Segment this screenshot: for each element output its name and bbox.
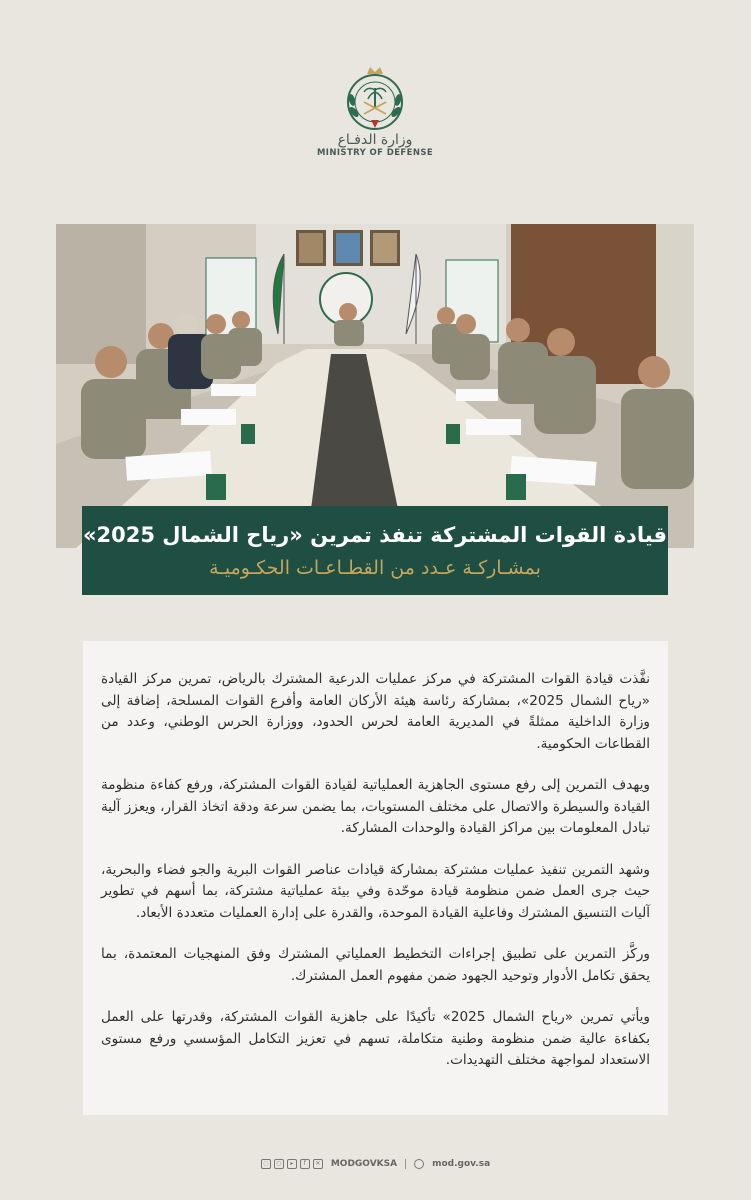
instagram-icon[interactable]: ○ [274, 1159, 284, 1169]
footer-divider [405, 1159, 406, 1169]
article-card [83, 641, 668, 1115]
logo-arabic-text: وزارة الدفـاع [337, 132, 413, 148]
social-icons [261, 1159, 323, 1169]
article-paragraph: نفَّذت قيادة القوات المشتركة في مركز عمليات الدرعية المشترك بالرياض، تمرين مركز القيادة «رياح الشمال 2025»، بمشاركة رئاسة هيئة الأركان العامة وأفرع القوات المسلحة، إضافة إلى وزارة الداخلية ممثلةً في المديرية العامة لحرس الحدود، ووزارة الحرس الوطني، وعدد من القطاعات الحكومية. [101, 671, 650, 752]
article-paragraph: وشهد التمرين تنفيذ عمليات مشتركة بمشاركة قيادات عناصر القوات البرية والجو فضاء والبحرية، حيث جرى العمل ضمن منظومة قيادة موحّدة وفي بيئة عملياتية مشتركة، بما أسهم في تطوير آليات التنسيق المشترك وفاعلية القيادة الموحدة، والقدرة على إدارة العمليات متعددة الأبعاد. [101, 861, 650, 921]
ministry-emblem-icon [340, 62, 410, 134]
article-paragraph: وركَّز التمرين على تطبيق إجراءات التخطيط العملياتي المشترك وفق المنهجيات المعتمدة، بما يحقق تكامل الأدوار وتوحيد الجهود ضمن مفهوم العمل المشترك. [101, 946, 650, 984]
headline-banner [82, 506, 668, 595]
ministry-logo [315, 62, 435, 172]
snapchat-icon[interactable]: ◌ [261, 1159, 271, 1169]
social-handle[interactable]: MODGOVKSA [330, 1159, 398, 1169]
headline-subtitle: بمشـاركـة عـدد من القطـاعـات الحكـوميـة [209, 557, 541, 579]
website-link[interactable]: mod.gov.sa [432, 1159, 491, 1169]
facebook-icon[interactable]: f [300, 1159, 310, 1169]
article-paragraph: ويهدف التمرين إلى رفع مستوى الجاهزية العملياتية لقيادة القوات المشتركة، ورفع كفاءة منظومة القيادة والسيطرة والاتصال على مختلف المستويات، بما يضمن سرعة ودقة اتخاذ القرار، ويعزز آلية تبادل المعلومات بين مراكز القيادة والوحدات المشاركة. [101, 777, 650, 836]
article-paragraph: ويأتي تمرين «رياح الشمال 2025» تأكيدًا على جاهزية القوات المشتركة، وقدرتها على العمل بكفاءة عالية ضمن منظومة وطنية متكاملة، تسهم في تعزيز التكامل المؤسسي ورفع مستوى الاستعداد لمواجهة مختلف التهديدات. [101, 1009, 650, 1068]
globe-icon [414, 1159, 424, 1169]
headline-title: قيادة القوات المشتركة تنفذ تمرين «رياح الشمال 2025» [82, 523, 668, 547]
logo-english-text: MINISTRY OF DEFENSE [316, 148, 434, 158]
footer [0, 1154, 751, 1174]
youtube-icon[interactable]: ▸ [287, 1159, 297, 1169]
article-body [83, 641, 668, 1072]
meeting-room-photo [56, 224, 694, 548]
x-icon[interactable]: ✕ [313, 1159, 323, 1169]
